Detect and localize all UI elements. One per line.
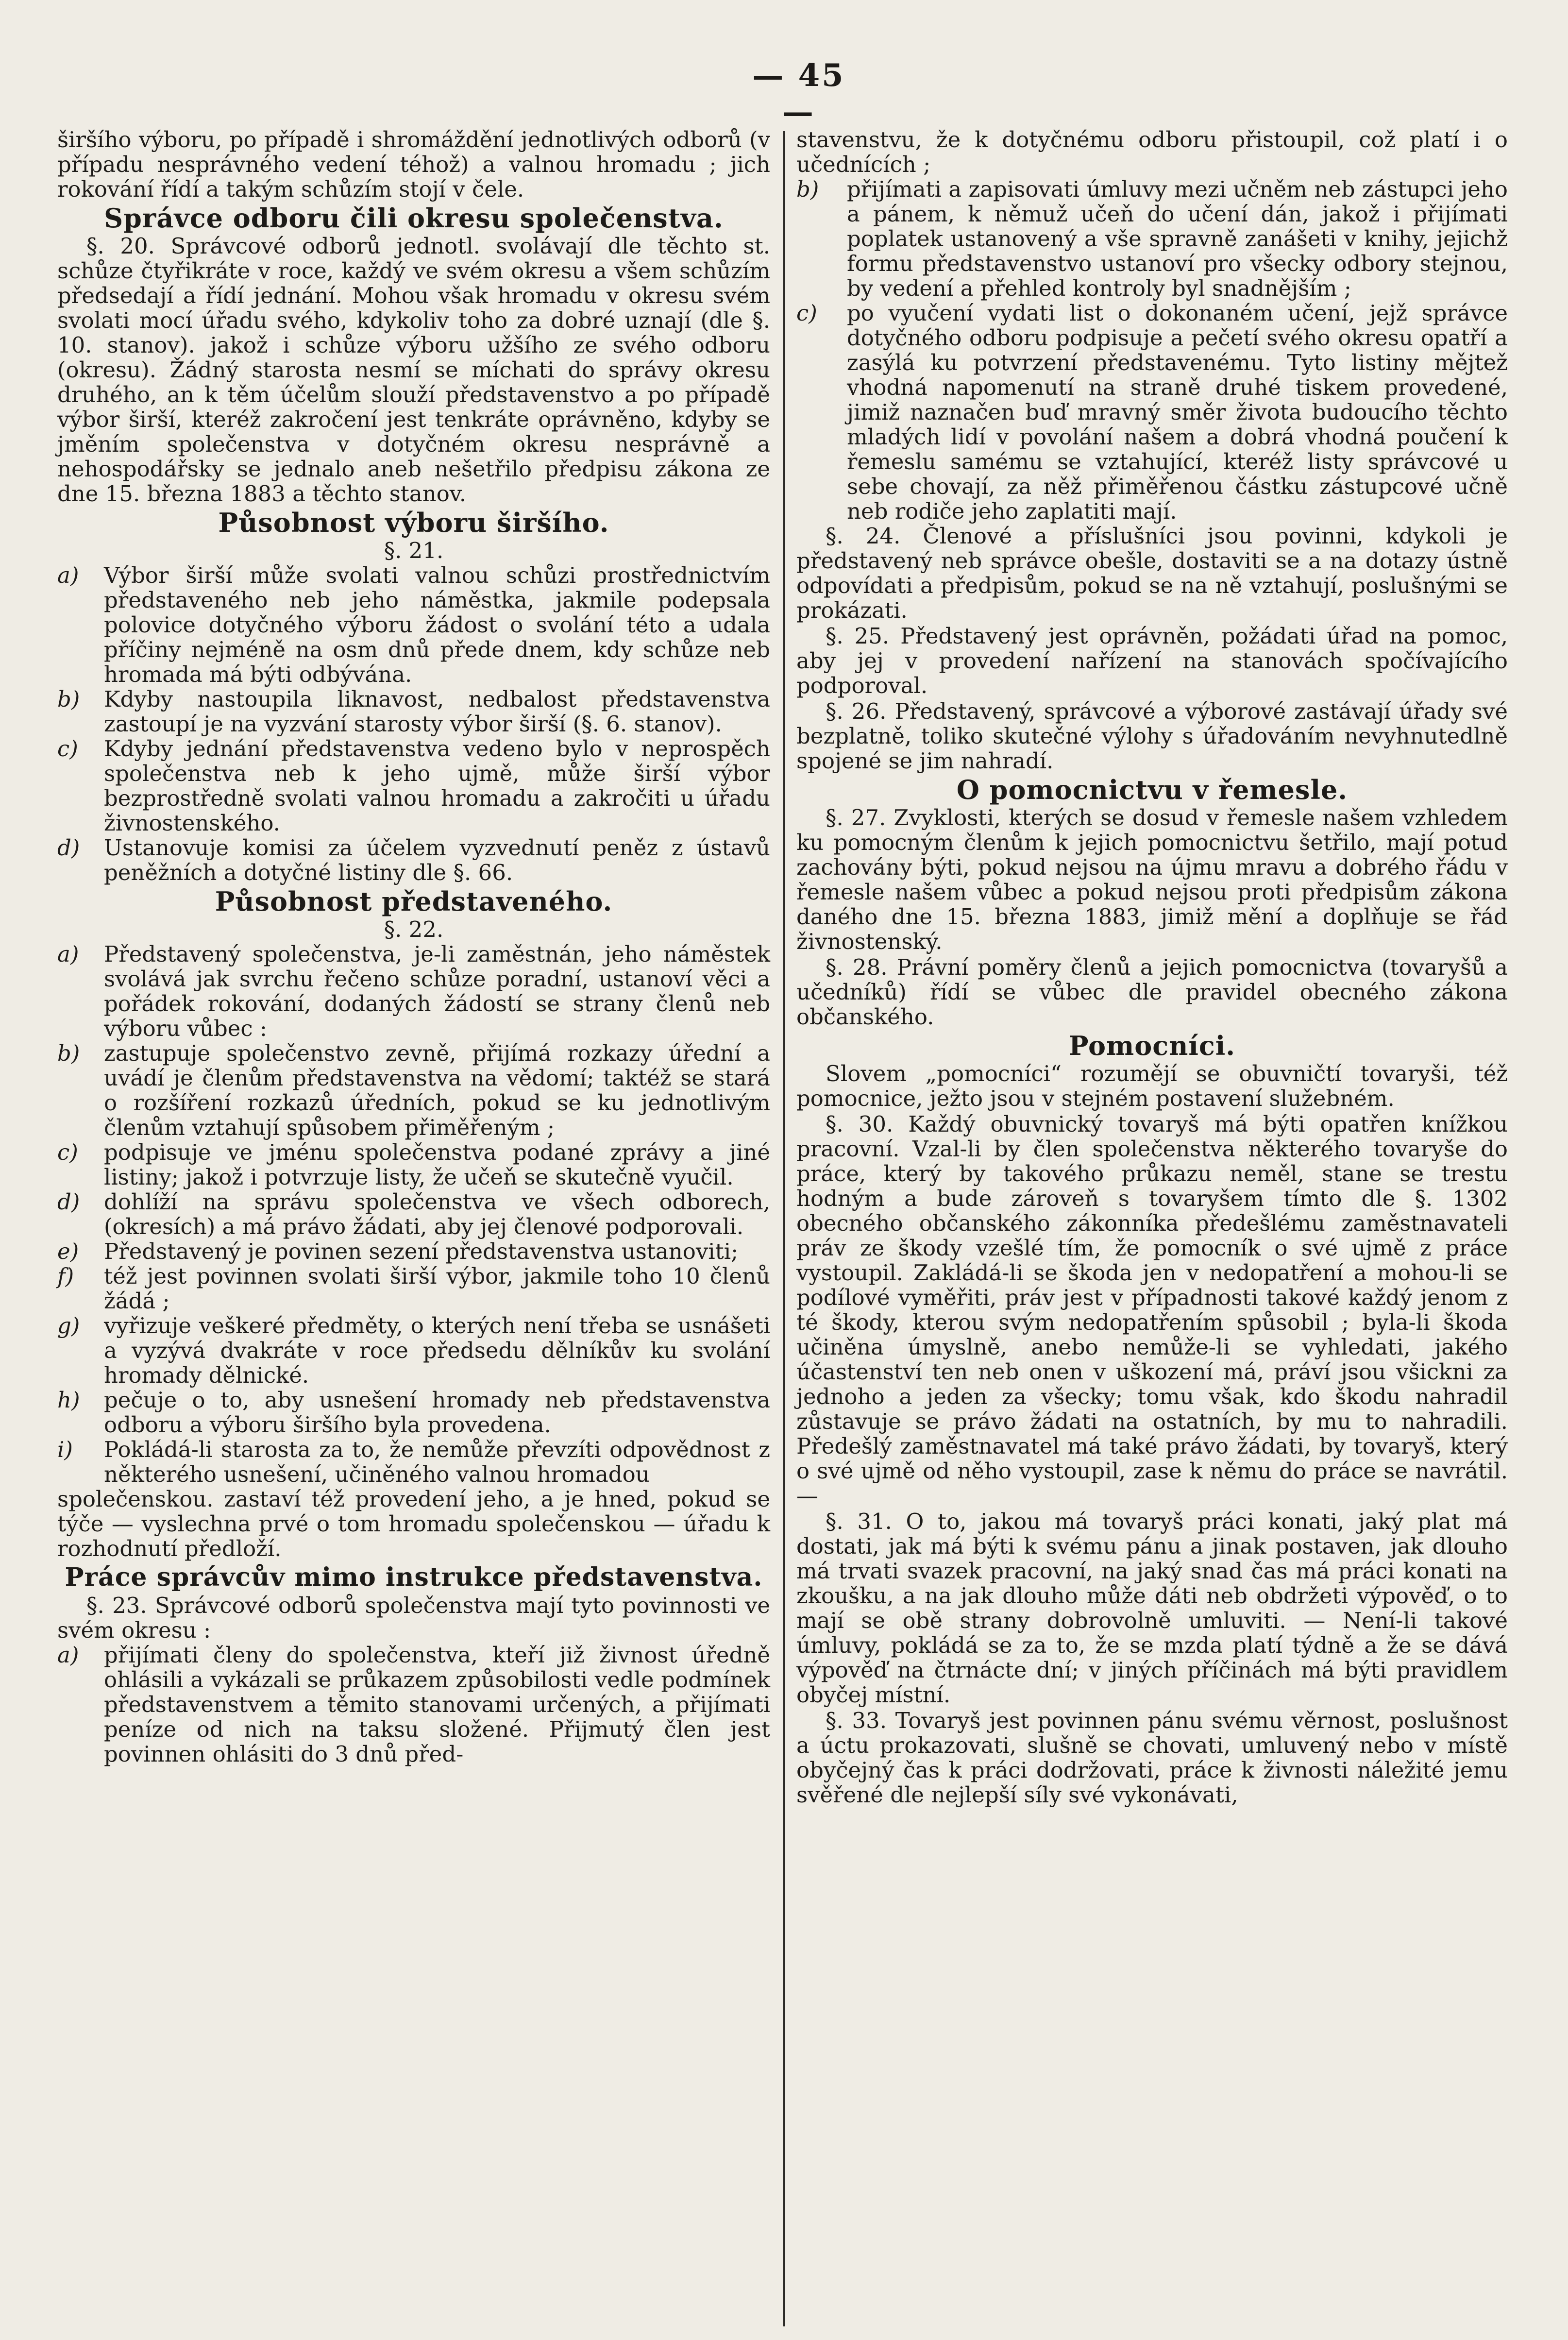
- paragraph-23a-continued: stavenstvu, že k dotyčnému odboru přistoupil, což platí i o učednících ;: [796, 127, 1508, 177]
- heading-prace-spravcu: Práce správcův mimo instrukce představenstva.: [65, 1562, 763, 1592]
- list-item-22g: [57, 1313, 770, 1388]
- item-text: Výbor širší může svolati valnou schůzi prostřednictvím představeného neb jeho náměstka, jakmile podepsala polovice dotyčného výboru žádost o svolání této a udala příčiny nejméně na osm dnů přede dnem, kdy schůze neb hromada má býti odbývána.: [104, 562, 770, 687]
- paragraph-31: §. 31. O to, jakou má tovaryš práci konati, jaký plat má dostati, jak má býti k svému pánu a jinak postaven, jak dlouho má trvati svazek pracovní, na jaký snad čas má práci konati na zkoušku, a na jak dlouho může dáti neb obdržeti výpověď, o to mají se obě strany dobrovolně umluviti. — Není-li takové úmluvy, pokládá se za to, že se mzda platí týdně a že se dává výpověď na čtrnácte dní; v jiných příčinách má býti pravidlem obyčej místní.: [796, 1509, 1508, 1708]
- item-text: Ustanovuje komisi za účelem vyzvednutí peněz z ústavů peněžních a dotyčné listiny dle §. 66.: [104, 835, 770, 885]
- item-label: a): [57, 1642, 79, 1668]
- item-label: c): [57, 736, 78, 762]
- paragraph-22i-continued: společenskou. zastaví též provedení jeho, a je hned, pokud se týče — vyslechna prvé o tom hromadu společenskou — úřadu k rozhodnutí předloží.: [57, 1486, 770, 1561]
- item-text: zastupuje společenstvo zevně, přijímá rozkazy úřední a uvádí je členům představenstva na vědomí; taktéž se stará o rozšíření rozkazů úředních, pokud se ku jednotlivým členům vztahují spůsobem přiměřeným ;: [104, 1040, 770, 1140]
- heading-predstaveny: Působnost představeného.: [215, 886, 613, 917]
- item-text: Kdyby jednání představenstva vedeno bylo v neprospěch společenstva neb k jeho ujmě, může širší výbor bezprostředně svolati valnou hromadu a zakročiti u úřadu živnostenského.: [104, 736, 770, 836]
- item-label: d): [57, 835, 80, 861]
- paragraph-24: §. 24. Členové a příslušníci jsou povinni, kdykoli je představený neb správce obešle, dostaviti se a na dotazy ústně odpovídati a předpisům, pokud se na ně vztahují, poslušnými se prokázati.: [796, 523, 1508, 623]
- right-column: [796, 127, 1508, 1807]
- list-item-22c: [57, 1140, 770, 1189]
- paragraph-opening: širšího výboru, po případě i shromáždění jednotlivých odborů (v případu nesprávného vedení téhož) a valnou hromadu ; jich rokování řídí a takým schůzím stojí v čele.: [57, 127, 770, 202]
- paragraph-20: §. 20. Správcové odborů jednotl. svolávají dle těchto st. schůze čtyřikráte v roce, každý ve svém okresu a všem schůzím předsedají a řídí jednání. Mohou však hromadu v okresu svém svolati mocí úřadu svého, kdykoliv toho za dobré uznají (dle §. 10. stanov). jakož i schůze výboru užšího ze svého odboru (okresu). Žádný starosta nesmí se míchati do správy okresu druhého, an k těm účelům slouží představenstvo a po případě výbor širší, kteréž zakročení jest tenkráte oprávněno, kdyby se jměním společenstva v dotyčném okresu nesprávně a nehospodářsky se jednalo aneb nešetřilo předpisu zákona ze dne 15. března 1883 a těchto stanov.: [57, 233, 770, 507]
- item-label: c): [796, 300, 817, 326]
- item-label: b): [57, 686, 80, 712]
- item-text: podpisuje ve jménu společenstva podané zprávy a jiné listiny; jakož i potvrzuje listy, že učeň se skutečně vyučil.: [104, 1139, 770, 1190]
- section-number-22: §. 22.: [384, 916, 444, 942]
- list-item-22a: [57, 942, 770, 1041]
- section-number-21: §. 21.: [384, 538, 444, 563]
- item-label: f): [57, 1263, 74, 1289]
- paragraph-30: §. 30. Každý obuvnický tovaryš má býti opatřen knížkou pracovní. Vzal-li by člen společenstva některého tovaryše do práce, který by takového průkazu neměl, stane se trestu hodným a bude zároveň s tovaryšem tímto dle §. 1302 obecného občanského zákonníka předešlému zaměstnavateli práv ze škody vzešlé tím, že pomocník o své ujmě z práce vystoupil. Zakládá-li se škoda jen v nedopatření a mohou-li se podílové vyměřiti, práv jest v případnosti takové každý jenom z té škody, kterou svým nedopatřením spůsobil ; byla-li škoda učiněna úmyslně, anebo nemůže-li se vyhledati, jakého účastenství ten neb onen v uškození má, práví jsou všickni za jednoho a jeden za všecky; tomu však, kdo škodu nahradil zůstavuje se právo žádati na ostatních, by mu to nahradili. Předešlý zaměstnavatel má také právo žádati, by tovaryš, který o své ujmě od něho vystoupil, zase k němu do práce se navrátil. —: [796, 1111, 1508, 1509]
- item-text: po vyučení vydati list o dokonaném učení, jejž správce dotyčného odboru podpisuje a pečetí svého okresu opatří a zasýlá ku potvrzení představenému. Tyto listiny mějtež vhodná napomenutí na straně druhé tiskem provedené, jimiž naznačen buď mravný směr života budoucího těchto mladých lidí v povolání našem a dobrá vhodná poučení k řemeslu samému se vztahující, kteréž listy správcové u sebe chovají, za něž přiměřenou částku zástupcové učně neb rodiče jeho zaplatiti mají.: [847, 300, 1508, 524]
- item-label: e): [57, 1238, 79, 1264]
- page-number: — 45 —: [752, 57, 845, 130]
- item-label: h): [57, 1387, 80, 1413]
- paragraph-pomocnici: Slovem „pomocníci“ rozumějí se obuvničtí tovaryši, též pomocnice, ježto jsou v stejném postavení služebném.: [796, 1061, 1508, 1111]
- list-item-22b: [57, 1041, 770, 1140]
- item-text: vyřizuje veškeré předměty, o kterých není třeba se usnášeti a vyzývá dvakráte v roce předsedu dělníkův ku svolání hromady dělnické.: [104, 1313, 770, 1388]
- item-text: pečuje o to, aby usnešení hromady neb představenstva odboru a výboru širšího byla provedena.: [104, 1387, 770, 1438]
- item-text: přijímati a zapisovati úmluvy mezi učněm neb zástupci jeho a pánem, k němuž učeň do učení dán, jakož i přijímati poplatek ustanovený a vše spravně zanášeti v knihy, jejichž formu představenstvo ustanoví pro všecky odbory stejnou, by vedení a přehled kontroly byl snadnějším ;: [847, 176, 1508, 301]
- list-item-21c: [57, 736, 770, 835]
- paragraph-27: §. 27. Zvyklosti, kterých se dosud v řemesle našem vzhledem ku pomocným členům k jejich pomocnictvu šetřilo, mají potud zachovány býti, pokud nejsou na újmu mravu a dobrého řádu v řemesle našem vůbec a pokud nejsou proti předpisům zákona daného dne 15. března 1883, jimiž mění a doplňuje se řád živnostenský.: [796, 805, 1508, 954]
- item-text: též jest povinnen svolati širší výbor, jakmile toho 10 členů žádá ;: [104, 1263, 770, 1314]
- list-item-23b: [796, 177, 1508, 301]
- list-item-21b: [57, 687, 770, 736]
- list-item-22d: [57, 1189, 770, 1239]
- paragraph-28: §. 28. Právní poměry členů a jejich pomocnictva (tovaryšů a učedníků) řídí se vůbec dle pravidel obecného zákona občanského.: [796, 954, 1508, 1030]
- column-divider: [783, 131, 785, 2326]
- item-label: d): [57, 1189, 80, 1215]
- paragraph-23: §. 23. Správcové odborů společenstva mají tyto povinnosti ve svém okresu :: [57, 1593, 770, 1643]
- heading-pomocnictvo: O pomocnictvu v řemesle.: [956, 774, 1348, 805]
- item-text: Kdyby nastoupila liknavost, nedbalost představenstva zastoupí je na vyzvání starosty výbor širší (§. 6. stanov).: [104, 686, 770, 737]
- item-text: dohlíží na správu společenstva ve všech odborech, (okresích) a má právo žádati, aby jej členové podporovali.: [104, 1189, 770, 1239]
- item-text: Představený je povinen sezení představenstva ustanoviti;: [104, 1238, 739, 1264]
- list-item-21a: [57, 563, 770, 687]
- item-label: a): [57, 941, 79, 967]
- heading-pomocnici: Pomocníci.: [1068, 1030, 1236, 1061]
- list-item-22e: [57, 1239, 770, 1264]
- paragraph-26: §. 26. Představený, správcové a výborové zastávají úřady své bezplatně, toliko skutečné výlohy s úřadováním nevyhnutedlně spojené se jim nahradí.: [796, 698, 1508, 774]
- item-label: b): [57, 1040, 80, 1066]
- list-item-22f: [57, 1264, 770, 1313]
- item-text: přijímati členy do společenstva, kteří již živnost úředně ohlásili a vykázali se průkazem způsobilosti vedle podmínek představenstvem a těmito stanovami určených, a přijímati peníze od nich na taksu složené. Přijmutý člen jest povinnen ohlásiti do 3 dnů před-: [104, 1642, 770, 1767]
- heading-vybor-sirsi: Působnost výboru širšího.: [218, 507, 609, 538]
- item-text: Představený společenstva, je-li zaměstnán, jeho náměstek svolává jak svrchu řečeno schůze poradní, ustanoví věci a pořádek rokování, dodaných žádostí se strany členů neb výboru vůbec :: [104, 941, 770, 1041]
- item-label: a): [57, 562, 79, 588]
- paragraph-33: §. 33. Tovaryš jest povinnen pánu svému věrnost, poslušnost a úctu prokazovati, slušně se chovati, umluvený nebo v místě obyčejný čas k práci dodržovati, práce k živnosti náležité jemu svěřené dle nejlepší síly své vykonávati,: [796, 1708, 1508, 1808]
- list-item-21d: [57, 835, 770, 885]
- list-item-22h: [57, 1388, 770, 1437]
- item-label: b): [796, 176, 819, 202]
- heading-odbor-spravce: Správce odboru čili okresu společenstva.: [104, 203, 724, 234]
- list-item-22i: [57, 1437, 770, 1487]
- item-label: g): [57, 1313, 80, 1339]
- list-item-23c: [796, 301, 1508, 524]
- item-label: c): [57, 1139, 78, 1165]
- item-text: Pokládá-li starosta za to, že nemůže převzíti odpovědnost z některého usnešení, učiněného valnou hromadou: [104, 1437, 770, 1487]
- item-label: i): [57, 1437, 73, 1462]
- list-item-23a: [57, 1643, 770, 1766]
- paragraph-25: §. 25. Představený jest oprávněn, požádati úřad na pomoc, aby jej v provedení nařízení na stanovách spočívajícího podporoval.: [796, 623, 1508, 698]
- left-column: [57, 127, 770, 1766]
